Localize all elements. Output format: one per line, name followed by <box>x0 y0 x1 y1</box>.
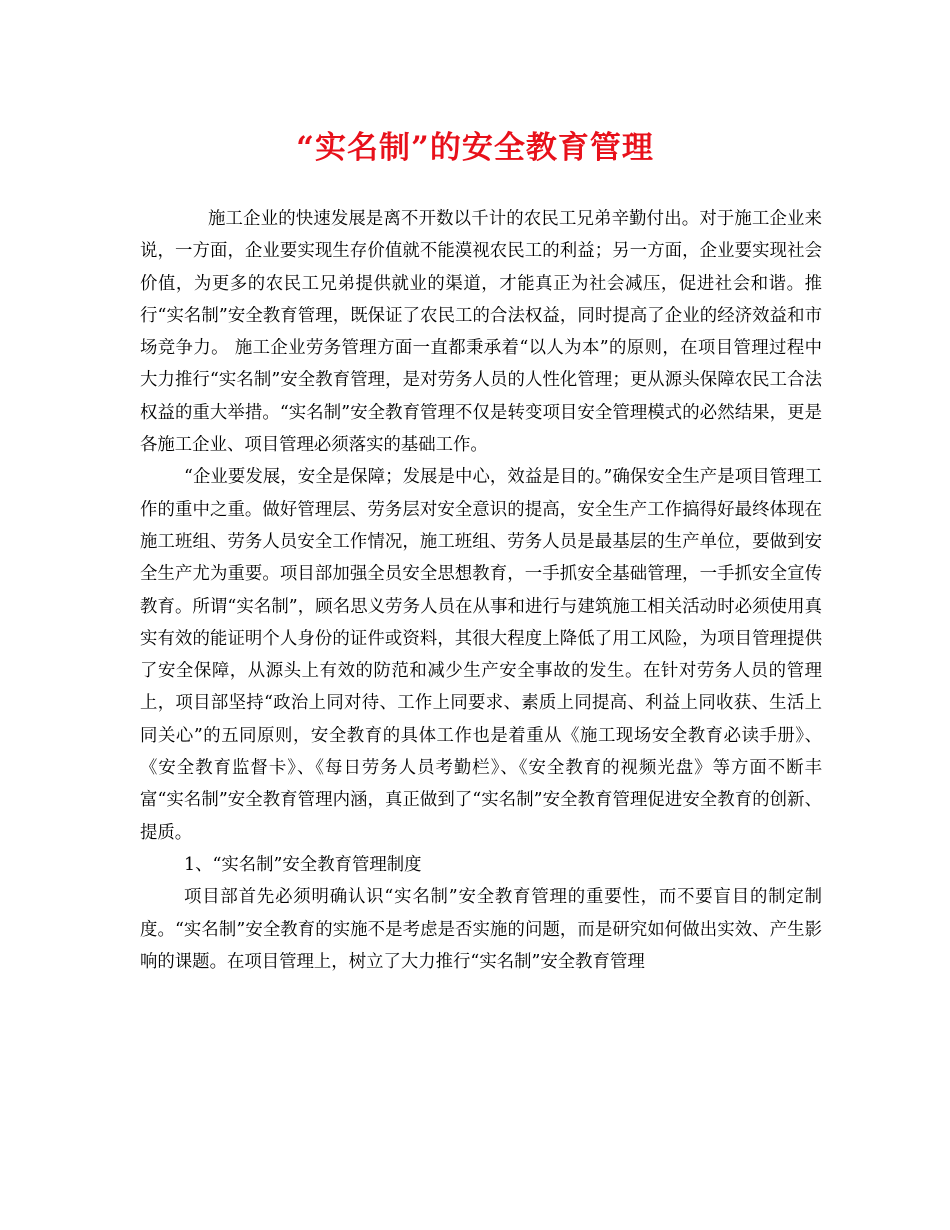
paragraph-intro: 施工企业的快速发展是离不开数以千计的农民工兄弟辛勤付出。对于施工企业来说，一方面，企业要实现生存价值就不能漠视农民工的利益；另一方面，企业要实现社会价值，为更多的农民工兄弟提供就业的渠道，才能真正为社会减压，促进社会和谐。推行“实名制”安全教育管理，既保证了农民工的合法权益，同时提高了企业的经济效益和市场竞争力。 施工企业劳务管理方面一直都秉承着“以人为本”的原则，在项目管理过程中大力推行“实名制”安全教育管理，是对劳务人员的人性化管理；更从源头保障农民工合法权益的重大举措。“实名制”安全教育管理不仅是转变项目安全管理模式的必然结果，更是各施工企业、项目管理必须落实的基础工作。 <box>140 209 822 456</box>
section-heading-1: 1、“实名制”安全教育管理制度 <box>184 854 422 875</box>
document-body <box>140 203 822 978</box>
document-title: “实名制”的安全教育管理 <box>296 130 654 166</box>
paragraph-safety-principle: “企业要发展，安全是保障；发展是中心，效益是目的。”确保安全生产是项目管理工作的重中之重。做好管理层、劳务层对安全意识的提高，安全生产工作搞得好最终体现在施工班组、劳务人员安全工作情况，施工班组、劳务人员是最基层的生产单位，要做到安全生产尤为重要。项目部加强全员安全思想教育，一手抓安全基础管理，一手抓安全宣传教育。所谓“实名制”，顾名思义劳务人员在从事和进行与建筑施工相关活动时必须使用真实有效的能证明个人身份的证件或资料，其很大程度上降低了用工风险，为项目管理提供了安全保障，从源头上有效的防范和减少生产安全事故的发生。在针对劳务人员的管理上，项目部坚持“政治上同对待、工作上同要求、素质上同提高、利益上同收获、生活上同关心”的五同原则，安全教育的具体工作也是着重从《施工现场安全教育必读手册》、《安全教育监督卡》、《每日劳务人员考勤栏》、《安全教育的视频光盘》等方面不断丰富“实名制”安全教育管理内涵，真正做到了“实名制”安全教育管理促进安全教育的创新、提质。 <box>140 467 822 843</box>
paragraph-section-1: 项目部首先必须明确认识“实名制”安全教育管理的重要性，而不要盲目的制定制度。“实名制”安全教育的实施不是考虑是否实施的问题，而是研究如何做出实效、产生影响的课题。在项目管理上，树立了大力推行“实名制”安全教育管理 <box>140 887 822 972</box>
